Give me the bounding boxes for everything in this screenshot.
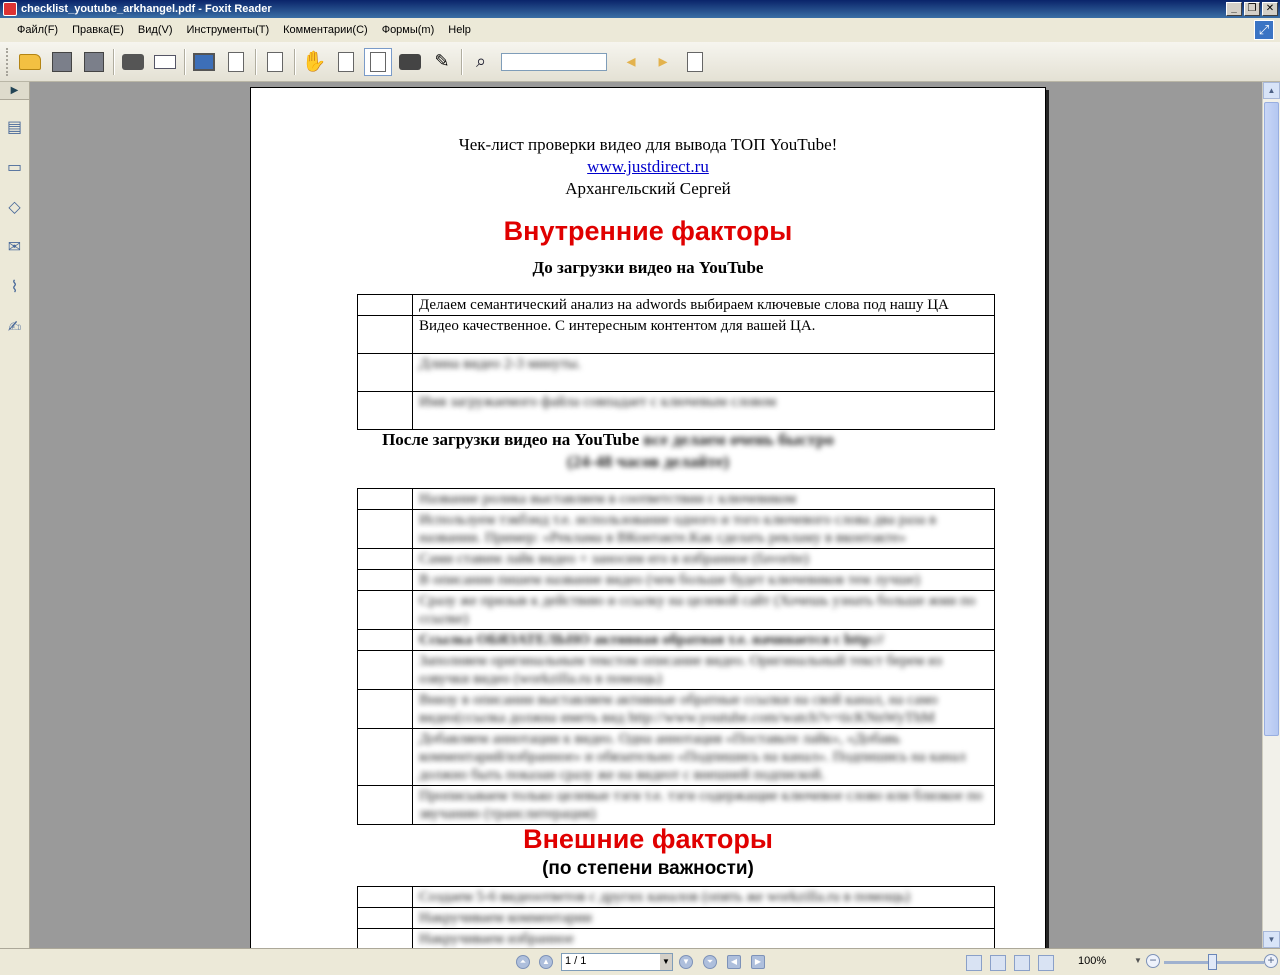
table-cell-text: Добавляем аннотации к видео. Одна аннотация «Поставьте лайк», «Добавь комментарий/избранное» и обязательно «Подпишись на канал». Подпишись на канал должно быть показан сразу же на видеот с внешней подпиской. [413,729,995,786]
checkbox-cell[interactable] [358,354,413,392]
page-number-input[interactable] [561,953,673,971]
open-folder-icon [19,54,41,70]
toolbar [0,42,1280,82]
section-external-factors: Внешние факторы [523,824,773,854]
website-link[interactable]: www.justdirect.ru [587,157,709,176]
document-viewport[interactable] [31,82,1262,948]
find-page-icon [228,52,244,72]
menu-comments[interactable]: Комментарии(C) [283,24,368,36]
zoom-dropdown-icon[interactable]: ▼ [1134,956,1142,965]
checklist-table-before [357,294,995,430]
last-page-icon[interactable]: ⏷ [703,955,717,969]
table-cell-text: Длина видео 2-3 минуты. [413,354,995,392]
document-header [251,134,1045,200]
find-prev-icon: ◂ [626,51,636,71]
open-button[interactable] [16,48,44,76]
find-prev-button[interactable] [617,48,645,76]
annotation-icon: ✎ [434,51,450,71]
table-cell-text: В описании пишем название видео (чем больше будет ключевиков тем лучше) [413,570,995,591]
print-icon [122,54,144,70]
after-upload-note: (24-48 часов делайте) [566,452,730,471]
table-cell-text: Делаем семантический анализ на adwords выбираем ключевые слова под нашу ЦА [413,295,995,316]
table-row [358,295,995,316]
annotation-button[interactable] [428,48,456,76]
clear-button[interactable] [681,48,709,76]
scroll-down-icon[interactable]: ▼ [1263,931,1280,948]
checklist-table-after [357,488,995,825]
after-upload-heading [211,430,1005,450]
table-row [358,908,995,929]
snapshot-button[interactable] [396,48,424,76]
checkbox-cell[interactable] [358,295,413,316]
clear-icon [687,52,703,72]
checkbox-cell[interactable] [358,690,413,729]
menu-bar [0,18,1280,42]
author-name: Архангельский Сергей [565,179,731,198]
text-select-button[interactable] [364,48,392,76]
comments-icon[interactable]: ✉ [7,239,22,256]
save-as-button[interactable] [80,48,108,76]
table-cell-text: Накручиваем избранное [413,929,995,949]
fullscreen-icon [193,53,215,71]
email-icon [154,55,176,69]
search-input[interactable] [501,53,607,71]
menu-tools[interactable]: Инструменты(T) [186,24,270,36]
table-row [358,729,995,786]
zoom-in-icon[interactable]: + [1264,954,1278,968]
find-button[interactable] [467,48,495,76]
facing-icon[interactable] [1014,955,1030,971]
page-number-value: 1 / 1 [565,955,587,967]
table-cell-text: Прописываем только целевые тэги т.е. тэги содержащие ключевое слово или близкое по звучанию (транслитерация) [413,786,995,825]
before-upload-heading: До загрузки видео на YouTube [532,258,764,277]
back-icon[interactable]: ◀ [727,955,741,969]
rotate-icon [267,52,283,72]
find-next-button[interactable] [649,48,677,76]
table-row [358,887,995,908]
window-title: checklist_youtube_arkhangel.pdf - Foxit Reader [21,3,272,15]
find-next-icon: ▸ [658,51,668,71]
continuous-facing-icon[interactable] [1038,955,1054,971]
menu-edit[interactable]: Правка(E) [72,24,124,36]
print-button[interactable] [119,48,147,76]
after-upload-heading-text: После загрузки видео на YouTube [382,430,640,449]
attachments-icon[interactable]: ⌇ [10,279,19,296]
section-internal-factors: Внутренние факторы [503,216,793,246]
page-dropdown-icon[interactable]: ▼ [660,954,672,970]
scroll-thumb[interactable] [1264,102,1279,736]
table-cell-text: Название ролика выставляем в соответствии с ключевиком [413,489,995,510]
foxit-app-icon [3,2,17,16]
table-row [358,489,995,510]
checkbox-cell[interactable] [358,887,413,908]
table-row [358,549,995,570]
table-row [358,929,995,949]
title-bar [0,0,1280,18]
table-cell-text: Имя загружаемого файла совпадает с ключевым словом [413,392,995,430]
save-button[interactable] [48,48,76,76]
layers-icon[interactable]: ◇ [8,199,21,216]
snapshot-icon [399,54,421,70]
table-row [358,591,995,630]
close-button[interactable]: ✕ [1262,2,1278,16]
table-row [358,392,995,430]
table-cell-text: Создаем 5-6 видеоответов с других каналов (опять же workzilla.ru в помощь) [413,887,995,908]
email-button[interactable] [151,48,179,76]
table-cell-text: Внизу в описании выставляем активные обратные ссылки на свой канал, на само видео(ссылка должна иметь вид http://www.youtube.com/watch?v=ticKNnWyThM [413,690,995,729]
zoom-out-icon[interactable]: − [1146,954,1160,968]
next-page-icon[interactable]: ▼ [679,955,693,969]
checkbox-cell[interactable] [358,729,413,786]
checkbox-cell[interactable] [358,510,413,549]
checklist-table-external [357,886,995,948]
menu-help[interactable]: Help [448,24,471,36]
find-icon: ⌕ [475,51,487,71]
restore-button[interactable]: ❐ [1244,2,1260,16]
save-icon [52,52,72,72]
navigation-panel [0,82,30,948]
checkbox-cell[interactable] [358,908,413,929]
table-row [358,316,995,354]
table-row [358,570,995,591]
table-row [358,354,995,392]
text-select-icon [370,52,386,72]
checkbox-cell[interactable] [358,929,413,949]
table-row [358,630,995,651]
rotate-button[interactable] [261,48,289,76]
table-cell-text: Ссылка ОБЯЗАТЕЛЬНО активная обратная т.е. начинается с http:// [413,630,995,651]
pdf-page [250,87,1046,948]
window-resize-icon[interactable]: ⤢ [1254,20,1274,40]
pages-icon[interactable]: ▭ [6,159,23,176]
vertical-scrollbar[interactable] [1262,82,1280,948]
forward-icon[interactable]: ▶ [751,955,765,969]
fullscreen-button[interactable] [190,48,218,76]
bookmarks-icon[interactable]: ▤ [6,119,23,136]
table-row [358,651,995,690]
checkbox-cell[interactable] [358,651,413,690]
hand-tool-button[interactable] [300,48,328,76]
signatures-icon[interactable]: ✍ [7,319,22,336]
first-page-icon[interactable]: ⏶ [516,955,530,969]
checkbox-cell[interactable] [358,591,413,630]
table-cell-text: Используем тэкбэнд т.е. использование одного и того ключевого слова два раза в названии. Пример: «Реклама в ВКонтакте.Как сделать рекламу в вконтакте» [413,510,995,549]
zoom-level[interactable]: 100% [1078,955,1107,967]
scroll-up-icon[interactable]: ▲ [1263,82,1280,99]
menu-forms[interactable]: Формы(m) [381,24,435,36]
menu-file[interactable]: Файл(F) [17,24,59,36]
checkbox-cell[interactable] [358,392,413,430]
zoom-slider-thumb[interactable] [1208,954,1217,970]
checkbox-cell[interactable] [358,570,413,591]
table-row [358,510,995,549]
checkbox-cell[interactable] [358,549,413,570]
checkbox-cell[interactable] [358,630,413,651]
expand-panel-icon[interactable]: ▶ [0,82,29,100]
single-page-icon[interactable] [966,955,982,971]
checkbox-cell[interactable] [358,489,413,510]
table-cell-text: Сразу же призыв к действию и ссылку на целевой сайт (Хочешь узнать больше жми по ссылке) [413,591,995,630]
find-page-button[interactable] [222,48,250,76]
checkbox-cell[interactable] [358,786,413,825]
menu-view[interactable]: Вид(V) [137,24,173,36]
document-title: Чек-лист проверки видео для вывода ТОП YouTube! [458,135,838,154]
select-text-button[interactable] [332,48,360,76]
table-cell-text: Сами ставим лайк видео + заносим его в избранное (favorite) [413,549,995,570]
prev-page-icon[interactable]: ▲ [539,955,553,969]
status-bar [0,948,1280,975]
save-as-icon [84,52,104,72]
minimize-button[interactable]: _ [1226,2,1242,16]
table-row [358,690,995,729]
table-cell-text: Видео качественное. С интересным контентом для вашей ЦА. [413,316,995,354]
after-upload-heading-blurred: все делаем очень быстро [643,430,834,449]
toolbar-grip[interactable] [6,48,10,76]
continuous-icon[interactable] [990,955,1006,971]
importance-heading: (по степени важности) [542,858,754,879]
select-text-icon [338,52,354,72]
checkbox-cell[interactable] [358,316,413,354]
table-cell-text: Накручиваем комментарии [413,908,995,929]
table-cell-text: Заполняем оригинальным текстом описание видео. Оригинальный текст берем из озвучки видео (workzilla.ru в помощь) [413,651,995,690]
hand-tool-icon: ✋ [301,51,327,73]
table-row [358,786,995,825]
